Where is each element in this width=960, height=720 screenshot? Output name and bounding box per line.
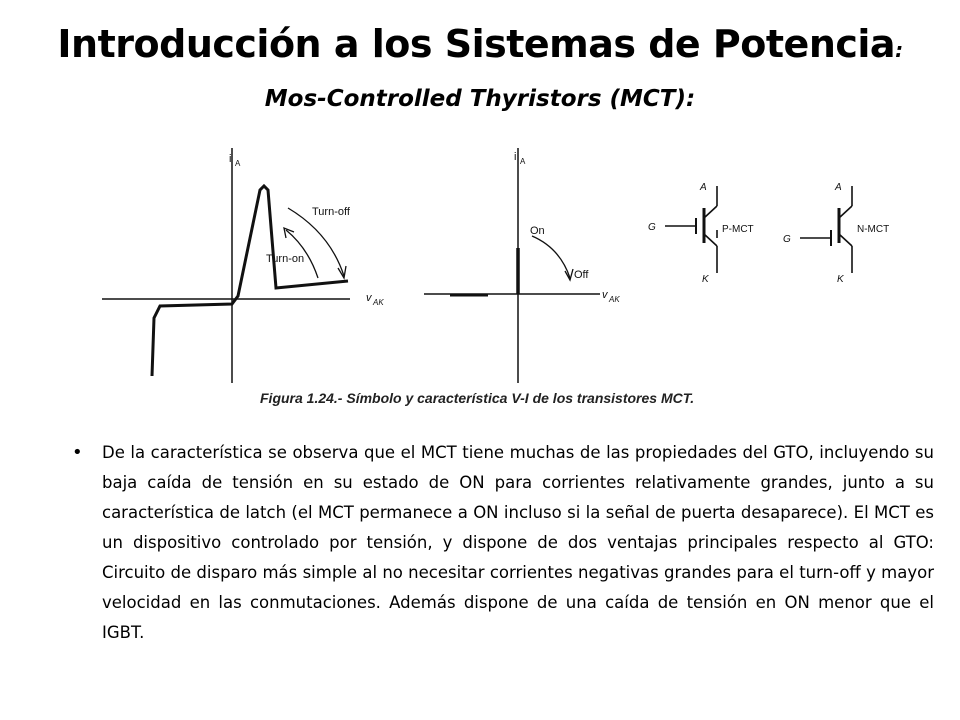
- bullet-item: [72, 438, 934, 648]
- slide-title-text: Introducción a los Sistemas de Potencia: [57, 22, 896, 66]
- p-mct-symbol: [665, 186, 717, 273]
- p-cathode-label: K: [702, 274, 709, 285]
- vak-sub-mid: AK: [609, 295, 620, 304]
- bullet-dot-icon: •: [72, 442, 83, 463]
- n-gate-label: G: [783, 234, 791, 245]
- ia-sub-mid: A: [520, 157, 526, 166]
- slide-title-colon: :: [895, 38, 903, 62]
- turn-off-arrow: [288, 208, 344, 276]
- mct-figure-drawing: [90, 138, 890, 418]
- mct-figure: [90, 138, 890, 418]
- bullet-text: De la característica se observa que el MCT tiene muchas de las propiedades del GTO, incluyendo su baja caída de tensión en su estado de ON para corrientes relativamente grandes, junto a su característica de latch (el MCT permanece a ON incluso si la señal de puerta desaparece). El MCT es un dispositivo controlado por tensión, y dispone de dos ventajas principales respecto al GTO: Circuito de disparo más simple al no necesitar corrientes negativas grandes para el turn-off y mayor velocidad en las conmutaciones. Además dispone de una caída de tensión en ON menor que el IGBT.: [102, 443, 934, 642]
- off-label: Off: [574, 269, 589, 281]
- p-lower-arm: [704, 234, 717, 246]
- slide-subtitle: Mos-Controlled Thyristors (MCT):: [264, 86, 696, 112]
- p-gate-label: G: [648, 222, 656, 233]
- on-off-arrow: [532, 236, 570, 278]
- turn-off-label: Turn-off: [312, 206, 350, 218]
- p-anode-label: A: [700, 182, 707, 193]
- ia-label-left: i: [229, 153, 232, 165]
- n-mct-label: N-MCT: [857, 224, 890, 235]
- ia-sub-left: A: [235, 159, 241, 168]
- vak-sub-left: AK: [373, 298, 384, 307]
- vak-label-left: v: [366, 292, 372, 304]
- turn-on-label: Turn-on: [266, 253, 305, 265]
- n-mct-symbol: [800, 186, 852, 273]
- p-upper-arm: [704, 206, 717, 218]
- n-anode-label: A: [835, 182, 842, 193]
- n-cathode-label: K: [837, 274, 844, 285]
- ia-label-mid: i: [514, 151, 517, 163]
- on-label: On: [530, 225, 545, 237]
- figure-caption: Figura 1.24.- Símbolo y característica V-I de los transistores MCT.: [260, 390, 695, 406]
- vi-characteristic-mid: [424, 148, 600, 383]
- slide-title: [0, 22, 960, 66]
- vak-label-mid: v: [602, 289, 608, 301]
- vi-characteristic-left: [102, 148, 350, 383]
- p-mct-label: P-MCT: [722, 224, 754, 235]
